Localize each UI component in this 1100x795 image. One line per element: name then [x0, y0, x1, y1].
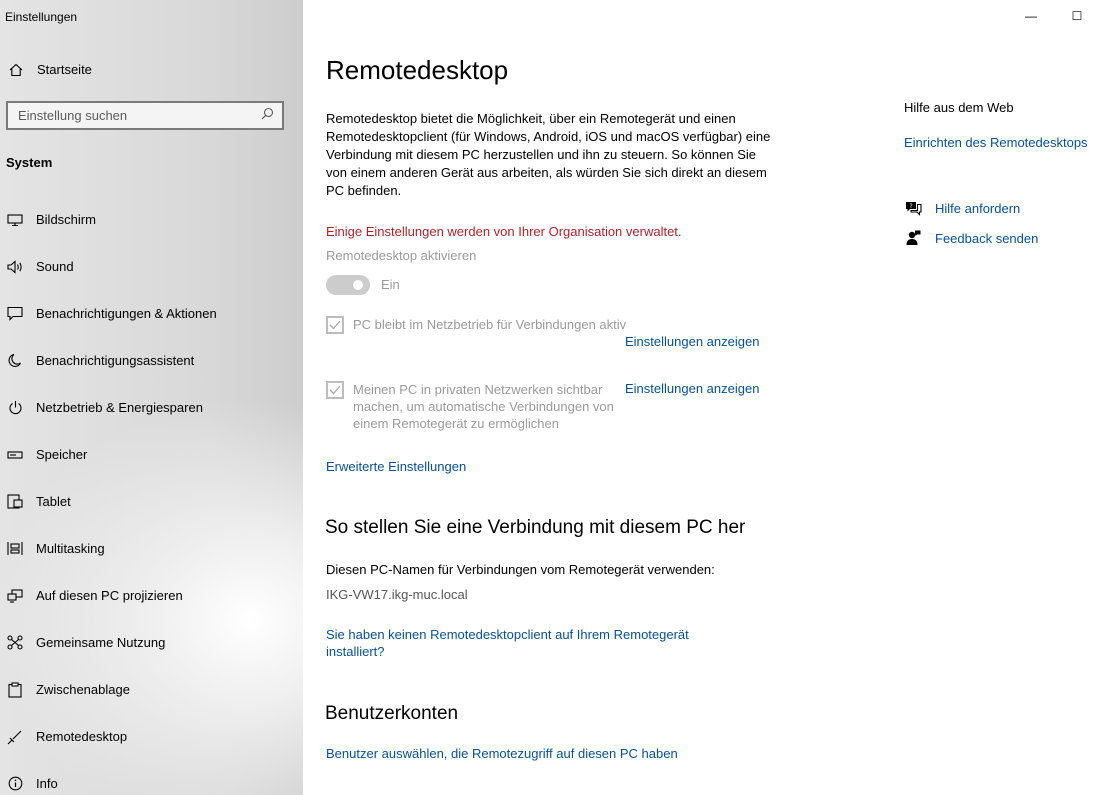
sidebar-item-multitasking[interactable]	[0, 525, 303, 572]
discoverable-checkbox[interactable]	[326, 381, 344, 399]
check-icon	[329, 320, 341, 330]
minimize-button[interactable]: —	[1025, 9, 1037, 23]
share-icon	[6, 634, 24, 652]
maximize-button[interactable]: ☐	[1071, 9, 1083, 23]
toggle-label: Remotedesktop aktivieren	[326, 248, 477, 263]
checkbox-label: PC bleibt im Netzbetrieb für Verbindungen aktiv	[353, 317, 627, 332]
keep-awake-settings-link[interactable]: Einstellungen anzeigen	[625, 334, 760, 349]
power-icon	[6, 399, 24, 417]
web-help-link[interactable]: Einrichten des Remotedesktops	[904, 135, 1088, 150]
sidebar-item-speicher[interactable]	[0, 431, 303, 478]
sidebar-item-info[interactable]	[0, 760, 303, 795]
description: Remotedesktop bietet die Möglichkeit, über ein Remotegerät und einen Remotedesktopclient (für Windows, Android, iOS und macOS verfügbar) eine Verbindung mit diesem PC herzustellen und ihn zu steuern. So können Sie von einem anderen Gerät aus arbeiten, als würden Sie sich direkt an diesem PC befinden.	[326, 111, 771, 198]
sidebar-item-zwischenablage[interactable]	[0, 666, 303, 713]
sidebar-item-label: Tablet	[36, 494, 71, 509]
select-users-link[interactable]: Benutzer auswählen, die Remotezugriff auf diesen PC haben	[326, 746, 678, 761]
home-icon	[6, 63, 26, 77]
feedback-person-icon	[904, 229, 922, 247]
no-client-link[interactable]: Sie haben keinen Remotedesktopclient auf Ihrem Remotegerät installiert?	[326, 627, 689, 659]
moon-icon	[6, 352, 24, 370]
sidebar-item-projizieren[interactable]	[0, 572, 303, 619]
get-help-row[interactable]	[904, 199, 1020, 217]
org-warning: Einige Einstellungen werden von Ihrer Organisation verwaltet.	[326, 224, 682, 239]
home-label: Startseite	[37, 62, 92, 77]
page-title: Remotedesktop	[326, 55, 509, 85]
toggle-knob	[353, 280, 363, 290]
sidebar-item-label: Zwischenablage	[36, 682, 130, 697]
search-icon[interactable]	[261, 107, 274, 125]
sidebar-item-label: Auf diesen PC projizieren	[36, 588, 183, 603]
pc-name-value: IKG-VW17.ikg-muc.local	[326, 587, 468, 602]
sidebar-item-label: Gemeinsame Nutzung	[36, 635, 166, 650]
sidebar	[0, 0, 303, 795]
remote-desktop-toggle[interactable]	[326, 275, 370, 295]
sidebar-item-gemeinsame-nutzung[interactable]	[0, 619, 303, 666]
sidebar-item-label: Netzbetrieb & Energiesparen	[36, 400, 203, 415]
monitor-icon	[6, 211, 24, 229]
speaker-icon	[6, 258, 24, 276]
sidebar-item-remotedesktop[interactable]	[0, 713, 303, 760]
sidebar-item-label: Benachrichtigungen & Aktionen	[36, 306, 217, 321]
sidebar-item-label: Benachrichtigungsassistent	[36, 353, 195, 368]
sidebar-item-benachrichtigungen[interactable]	[0, 290, 303, 337]
sidebar-item-label: Info	[36, 776, 58, 791]
sidebar-item-label: Speicher	[36, 447, 88, 462]
sidebar-item-label: Sound	[36, 259, 74, 274]
window-controls	[1008, 0, 1100, 32]
checkbox-label: Meinen PC in privaten Netzwerken sichtbar machen, um automatische Verbindungen von einem Remotegerät zu ermöglichen	[353, 382, 614, 431]
clipboard-icon	[6, 681, 24, 699]
search-box[interactable]	[6, 101, 284, 130]
keep-awake-checkbox[interactable]	[326, 316, 344, 334]
sidebar-item-label: Bildschirm	[36, 212, 96, 227]
info-icon	[6, 775, 24, 793]
help-chat-icon	[904, 199, 922, 217]
sidebar-item-tablet[interactable]	[0, 478, 303, 525]
sidebar-item-label: Remotedesktop	[36, 729, 128, 744]
sidebar-item-label: Multitasking	[36, 541, 105, 556]
discoverable-settings-link[interactable]: Einstellungen anzeigen	[625, 381, 760, 396]
connect-heading: So stellen Sie eine Verbindung mit diesem PC her	[325, 517, 746, 538]
svg-text:?: ?	[909, 202, 913, 210]
web-help-title: Hilfe aus dem Web	[904, 100, 1014, 115]
sidebar-nav	[0, 196, 303, 795]
get-help-link[interactable]: Hilfe anfordern	[935, 200, 1021, 216]
project-icon	[6, 587, 24, 605]
storage-icon	[6, 446, 24, 464]
remote-icon	[6, 728, 24, 746]
feedback-link[interactable]: Feedback senden	[935, 230, 1039, 246]
message-icon	[6, 305, 24, 323]
sidebar-item-bildschirm[interactable]	[0, 196, 303, 243]
toggle-state: Ein	[381, 277, 400, 292]
accounts-heading: Benutzerkonten	[325, 703, 459, 724]
search-input[interactable]	[18, 108, 248, 123]
sidebar-item-benachrichtigungsassistent[interactable]	[0, 337, 303, 384]
feedback-row[interactable]	[904, 229, 1038, 247]
sidebar-item-sound[interactable]	[0, 243, 303, 290]
sidebar-item-netzbetrieb[interactable]	[0, 384, 303, 431]
pc-name-label: Diesen PC-Namen für Verbindungen vom Remotegerät verwenden:	[326, 562, 715, 577]
sidebar-home[interactable]	[6, 62, 92, 77]
check-icon	[329, 385, 341, 395]
section-label: System	[6, 155, 53, 170]
multitasking-icon	[6, 540, 24, 558]
tablet-icon	[6, 493, 24, 511]
app-title: Einstellungen	[5, 10, 78, 24]
advanced-settings-link[interactable]: Erweiterte Einstellungen	[326, 459, 467, 474]
